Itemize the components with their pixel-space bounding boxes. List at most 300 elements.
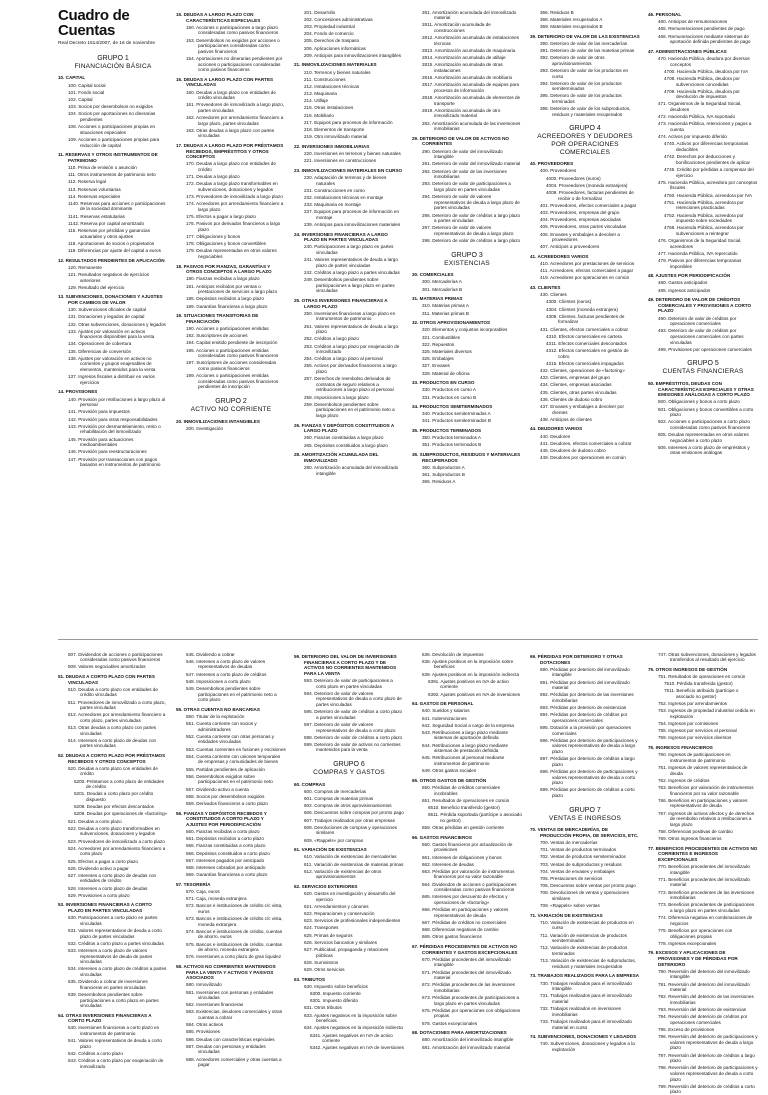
account-entry: 4315. Efectos comerciales impagados: [546, 360, 624, 366]
account-entry: 2819. Amortización acumulada de otro inmovilizado material: [422, 107, 501, 119]
account-entry: 584. Otros activos: [186, 1022, 224, 1028]
account-entry: 799. Reversión del deterioro de créditos a corto plazo: [658, 1083, 755, 1095]
account-entry: 201. Desarrollo: [304, 9, 336, 15]
account-entry: 181. Anticipos recibidos por ventas o prestaciones de servicios a largo plazo: [186, 283, 278, 295]
account-entry: 528. Intereses a corto plazo de deudas: [68, 885, 148, 891]
account-entry: 521. Deudas a corto plazo: [68, 818, 122, 824]
account-entry: 507. Dividendos de acciones o participaciones consideradas como pasivos financieros: [68, 651, 163, 663]
account-entry: 209. Anticipos para inmovilizaciones intangibles: [304, 52, 402, 58]
bottom-band: [58, 640, 758, 1095]
account-entry: 2815. Amortización acumulada de otras instalaciones: [422, 62, 503, 73]
account-entry: 241. Valores representativos de deuda a largo plazo de partes vinculadas: [304, 257, 398, 268]
account-entry: 200. Investigación: [186, 425, 224, 431]
account-entry: 150. Acciones o participaciones a largo plazo consideradas como pasivos financieros: [186, 24, 279, 36]
account-heading: 39. DETERIORO DE VALOR DE LAS EXISTENCIAS: [530, 33, 640, 39]
account-entry: 210. Terrenos y bienes naturales: [304, 69, 371, 75]
account-entry: 365. Residuos A: [422, 479, 456, 485]
account-entry: 104. Socios por aportaciones no dinerarias pendientes: [68, 111, 156, 122]
account-entry: 129. Resultado del ejercicio: [68, 284, 125, 290]
account-entry: 401. Proveedores, efectos comerciales a pagar: [540, 202, 637, 208]
account-entry: 2813. Amortización acumulada de maquinaria: [422, 47, 516, 53]
account-entry: 472. Hacienda Pública, IVA soportado: [658, 114, 736, 120]
account-entry: 520. Deudas a corto plazo con entidades de crédito: [68, 765, 158, 777]
column: [294, 650, 404, 1051]
account-entry: 1140. Reservas para acciones o participaciones de la sociedad dominante: [68, 200, 166, 212]
account-entry: 143. Provisión por desmantelamiento, retiro o rehabilitación del inmovilizado: [68, 423, 161, 435]
column: [58, 8, 168, 639]
account-entry: 178. Obligaciones y bonos convertibles: [186, 241, 266, 247]
account-entry: 265. Depósitos constituidos a largo plazo: [304, 442, 388, 448]
account-entry: 609. «Rappels» por compras: [304, 837, 363, 843]
account-entry: 479. Pasivos por diferencias temporarias imponibles: [658, 258, 742, 269]
account-entry: 485. Ingresos anticipados: [658, 287, 711, 293]
account-entry: 410. Acreedores por prestaciones de servicios: [540, 261, 635, 267]
account-entry: 395. Deterioro de valor de los productos terminados: [540, 93, 622, 105]
account-entry: 205. Derechos de traspaso: [304, 38, 360, 44]
account-heading: 17. DEUDAS A LARGO PLAZO POR PRÉSTAMOS RECIBIDOS, EMPRÉSTITOS Y OTROS CONCEPTOS: [176, 143, 284, 160]
account-entry: 531. Valores representativos de deuda a corto plazo de partes vinculadas: [68, 928, 162, 939]
account-heading: 14. PROVISIONES: [58, 389, 98, 395]
account-entry: 514. Intereses a corto plazo de deudas con partes vinculadas: [68, 737, 157, 749]
account-entry: 258. Imposiciones a largo plazo: [304, 394, 369, 400]
account-entry: 731. Trabajos realizados para el inmovilizado material: [540, 993, 632, 1004]
account-entry: 189. Garantías financieras a largo plazo: [186, 303, 268, 309]
account-entry: 403. Proveedores, empresas del grupo: [540, 209, 620, 215]
account-entry: 621. Arrendamientos y cánones: [304, 903, 369, 909]
account-entry: 446. Deudores de dudoso cobro: [540, 447, 606, 453]
account-entry: 630. Impuesto sobre beneficios: [304, 983, 368, 989]
account-entry: 640. Sueldos y salarios: [422, 708, 470, 714]
account-heading: 15. DEUDAS A LARGO PLAZO CON CARACTERÍSTICAS ESPECIALES: [176, 12, 261, 23]
account-entry: 326. Embalajes: [422, 356, 454, 362]
account-entry: 556. Desembolsos exigidos sobre participaciones en el patrimonio neto: [186, 773, 273, 785]
account-entry: 480. Gastos anticipados: [658, 280, 708, 286]
account-entry: 525. Efectos a pagar a corto plazo: [68, 858, 138, 864]
account-entry: 396. Deterioro de valor de los subproductos, residuos y materiales recuperados: [540, 106, 631, 117]
account-entry: 534. Intereses a corto plazo de créditos a partes vinculadas: [68, 966, 167, 977]
account-entry: 341. Productos semiterminados B: [422, 418, 491, 424]
account-entry: 625. Primas de seguros: [304, 932, 353, 938]
account-heading: 79. EXCESOS Y APLICACIONES DE PROVISIONES Y DE PÉRDIDAS POR DETERIORO: [648, 950, 738, 967]
account-entry: 733. Trabajos realizados para el inmovilizado material en curso: [540, 1018, 632, 1030]
account-entry: 204. Fondo de comercio: [304, 31, 354, 37]
account-entry: 760. Ingresos de participaciones en instrumentos de patrimonio: [658, 752, 731, 763]
account-entry: 5208. Deudas por efectos descontados: [74, 804, 154, 810]
account-entry: 535. Dividendo a cobrar de inversiones financieras en partes vinculadas: [68, 979, 148, 990]
account-entry: 351. Productos terminados B: [422, 442, 482, 448]
account-heading: 70. VENTAS DE MERCADERÍAS, DE PRODUCCIÓN PROPIA, DE SERVICIOS, ETC.: [530, 827, 639, 838]
account-entry: 101. Fondo social: [68, 89, 105, 95]
account-entry: 636. Devolución de impuestos: [422, 651, 484, 657]
account-entry: 110. Prima de emisión o asunción: [68, 164, 137, 170]
account-entry: 214. Utillaje: [304, 98, 329, 104]
account-heading: 68. DOTACIONES PARA AMORTIZACIONES: [412, 1030, 507, 1036]
column: [648, 650, 758, 1095]
group-name: EXISTENCIAS: [444, 259, 490, 267]
account-entry: 6300. Impuesto corriente: [310, 990, 361, 996]
account-entry: 361. Subproductos B: [422, 472, 465, 477]
account-heading: 66. GASTOS FINANCIEROS: [412, 834, 472, 840]
account-heading: 69. PÉRDIDAS POR DETERIORO Y OTRAS DOTACIONES: [530, 654, 623, 665]
account-entry: 493. Deterioro de valor de créditos por operaciones comerciales con partes vinculadas: [658, 328, 744, 345]
account-entry: 623. Servicios de profesionales independientes: [304, 918, 401, 924]
account-entry: 212. Instalaciones técnicas: [304, 83, 360, 89]
account-entry: 400. Proveedores: [540, 168, 577, 174]
account-entry: 612. Variación de existencias de otros aprovisionamientos: [304, 868, 382, 880]
account-entry: 671. Pérdidas procedentes del inmovilizado material: [422, 969, 511, 981]
account-entry: 239. Anticipos para inmovilizaciones materiales: [304, 222, 401, 228]
column: [648, 8, 758, 639]
account-entry: 175. Efectos a pagar a largo plazo: [186, 214, 256, 220]
account-entry: 639. Ajustes positivos en la imposición indirecta: [422, 671, 520, 677]
group-heading: [294, 761, 404, 777]
account-entry: 360. Subproductos A: [422, 464, 465, 470]
account-entry: 281. Amortización acumulada del inmovilizado material: [422, 9, 517, 21]
account-entry: 419. Acreedores por operaciones en común: [540, 275, 630, 281]
account-entry: 638. Ajustes positivos en la imposición sobre beneficios: [422, 658, 514, 670]
account-heading: 54. OTRAS INVERSIONES FINANCIERAS A CORTO PLAZO: [58, 1012, 152, 1024]
account-heading: 40. PROVEEDORES: [530, 161, 574, 167]
account-entry: 321. Combustibles: [422, 334, 461, 340]
account-entry: 295. Deterioro de valor de créditos a largo plazo a partes vinculadas: [422, 212, 521, 224]
account-heading: 20. INMOVILIZACIONES INTANGIBLES: [176, 418, 260, 424]
account-heading: 31. MATERIAS PRIMAS: [412, 296, 463, 302]
account-entry: 6342. Ajustes negativos en IVA de inversiones: [310, 1045, 404, 1051]
account-entry: 431. Clientes, efectos comerciales a cobrar: [540, 326, 629, 332]
account-entry: 293. Deterioro de valor de participaciones a largo plazo en partes vinculadas: [422, 181, 511, 192]
account-entry: 471. Organismos de la Seguridad Social, deudores: [658, 101, 742, 113]
account-heading: 76. INGRESOS FINANCIEROS: [648, 745, 713, 751]
account-entry: 131. Donaciones y legados de capital: [68, 314, 145, 320]
account-heading: 22. INVERSIONES INMOBILIARIAS: [294, 143, 370, 149]
account-entry: 4758. Hacienda Pública, acreedora por subvenciones a reintegrar: [664, 225, 744, 236]
account-entry: 6510. Beneficio transferido (gestor): [428, 804, 500, 810]
account-entry: 773. Beneficios procedentes de participaciones a largo plazo en partes vinculadas: [658, 902, 755, 914]
group-heading: [412, 252, 522, 268]
account-heading: 44. DEUDORES VARIOS: [530, 426, 583, 432]
account-entry: 211. Construcciones: [304, 76, 346, 82]
page-subtitle: Real Decreto 1514/2007, de 16 de noviembre: [58, 41, 156, 46]
account-entry: 290. Deterioro de valor del inmovilizado intangible: [422, 148, 503, 160]
account-entry: 199. Acciones o participaciones emitidas consideradas como pasivos financieros pendientes de inscripción: [186, 373, 279, 390]
account-entry: 547. Intereses a corto plazo de créditos: [186, 671, 267, 677]
account-entry: 793. Reversión del deterioro de existencias: [658, 1007, 747, 1013]
account-heading: 63. TRIBUTOS: [294, 976, 326, 982]
account-entry: 174. Acreedores por arrendamiento financiero a largo plazo: [186, 201, 284, 212]
account-entry: 670. Pérdidas procedentes del inmovilizado intangible: [422, 956, 511, 968]
account-entry: 219. Otro inmovilizado material: [304, 134, 368, 140]
account-entry: 651. Resultados de operaciones en común: [422, 797, 510, 803]
account-entry: 775. Beneficios por operaciones con obligaciones propias: [658, 928, 733, 939]
account-entry: 4700. Hacienda Pública, deudora por IVA: [664, 68, 749, 74]
account-entry: 407. Anticipos a proveedores: [540, 244, 600, 250]
account-entry: 540. Inversiones financieras a corto plazo en instrumentos de patrimonio: [68, 1025, 160, 1037]
account-entry: 103. Socios por desembolsos no exigidos: [68, 104, 153, 110]
account-entry: 291. Deterioro de valor del inmovilizado material: [422, 161, 521, 167]
account-entry: 505. Deudas representadas en otros valores negociables a corto plazo: [658, 432, 749, 443]
account-entry: 294. Deterioro de valor de valores representativos de deuda a largo plazo de partes vinculadas: [422, 194, 520, 211]
account-entry: 230. Adaptación de terrenos y de bienes naturales: [304, 174, 387, 186]
account-entry: 438. Anticipos de clientes: [540, 416, 592, 422]
account-entry: 794. Reversión del deterioro de créditos por operaciones comerciales: [658, 1014, 748, 1025]
account-entry: 140. Provisión por retribuciones a largo plazo al personal: [68, 396, 166, 408]
account-entry: 790. Reversión del deterioro del inmovilizado intangible: [658, 968, 750, 980]
account-entry: 328. Material de oficina: [422, 370, 470, 376]
account-entry: 607. Trabajos realizados por otras empresas: [304, 817, 395, 823]
account-heading: 28. AMORTIZACIÓN ACUMULADA DEL INMOVILIZADO: [294, 452, 379, 463]
account-entry: 666. Pérdidas en participaciones y valores representativos de deuda: [422, 907, 509, 918]
account-entry: 322. Repuestos: [422, 341, 455, 347]
account-entry: 192. Suscriptores de acciones: [186, 333, 248, 339]
account-heading: 29. DETERIORO DE VALOR DE ACTIVOS NO CORRIENTES: [412, 135, 509, 147]
account-entry: 218. Elementos de transporte: [304, 127, 365, 132]
account-entry: 118. Aportaciones de socios o propietarios: [68, 240, 155, 246]
account-entry: 751. Resultados de operaciones en común: [658, 673, 746, 679]
account-entry: 512. Acreedores por arrendamiento financiero a corto plazo, partes vinculadas: [68, 712, 166, 723]
account-heading: 30. COMERCIALES: [412, 272, 454, 278]
column: [176, 650, 286, 1068]
group-heading: [530, 807, 640, 823]
account-entry: 610. Variación de existencias de mercaderías: [304, 854, 397, 860]
column: [294, 8, 404, 639]
account-entry: 665. Intereses por descuento de efectos y operaciones de «factoring»: [422, 894, 508, 906]
account-entry: 732. Trabajos realizados en inversiones inmobiliarias: [540, 1006, 621, 1017]
account-entry: 680. Amortización del inmovilizado intangible: [422, 1037, 514, 1043]
account-entry: 501. Obligaciones y bonos convertibles a corto plazo: [658, 406, 754, 418]
account-entry: 7511. Beneficio atribuido (partícipe o asociado no gestor): [664, 688, 739, 699]
account-entry: 620. Gastos en investigación y desarrollo del ejercicio: [304, 891, 396, 902]
account-entry: 473. Hacienda Pública, retenciones y pagos a cuenta: [658, 121, 752, 133]
account-entry: 197. Suscriptores de acciones consideradas como pasivos financieros: [186, 360, 277, 371]
account-entry: 558. Socios por desembolsos exigidos: [186, 793, 265, 799]
account-entry: 594. Deterioro de valor de valores representativos de deuda a corto plazo de partes vinculadas: [304, 690, 402, 707]
account-entry: 475. Hacienda Pública, acreedora por conceptos fiscales: [658, 179, 758, 191]
column: [58, 650, 168, 1069]
account-entry: 297. Deterioro de valor de valores representativos de deuda a largo plazo: [422, 225, 514, 236]
account-heading: 26. FIANZAS Y DEPÓSITOS CONSTITUIDOS A LARGO PLAZO: [294, 422, 394, 434]
account-heading: 59. DETERIORO DEL VALOR DE INVERSIONES FINANCIERAS A CORTO PLAZO Y DE ACTIVOS NO CORRIENTES MANTENIDOS PARA LA VENTA: [294, 654, 397, 676]
account-entry: 542. Créditos a corto plazo: [68, 1051, 123, 1057]
account-entry: 411. Acreedores, efectos comerciales a pagar: [540, 268, 634, 274]
account-entry: 713. Variación de existencias de subproductos, residuos y materiales recuperados: [540, 958, 636, 969]
account-entry: 598. Deterioro de valor de créditos a corto plazo: [304, 734, 403, 740]
account-entry: 7510. Pérdida transferida (gestor): [664, 681, 733, 687]
account-entry: 434. Clientes, empresas asociadas: [540, 382, 612, 388]
account-heading: 10. CAPITAL: [58, 75, 86, 81]
account-entry: 249. Desembolsos pendientes sobre participaciones a largo plazo en partes vinculadas: [304, 277, 395, 294]
account-entry: 142. Provisión para otras responsabilidades: [68, 416, 158, 422]
account-entry: 390. Deterioro de valor de las mercaderías: [540, 40, 628, 46]
account-entry: 597. Deterioro de valor de valores representativos de deuda a corto plazo: [304, 721, 396, 733]
account-entry: 4310. Efectos comerciales en cartera: [546, 333, 622, 339]
account-entry: 576. Inversiones a corto plazo de gran liquidez: [186, 954, 281, 960]
account-entry: 663. Pérdidas por valoración de instrumentos financieros por su valor razonable: [422, 868, 515, 880]
account-entry: 392. Deterioro de valor de otros aprovisionamientos: [540, 55, 605, 66]
account-entry: 629. Otros servicios: [304, 967, 345, 972]
account-entry: 762. Ingresos de créditos: [658, 777, 710, 783]
page-title: Cuadro de Cuentas: [58, 7, 130, 39]
account-entry: 449. Deudores por operaciones en común: [540, 455, 626, 461]
account-entry: 691. Pérdidas por deterioro del inmovilizado material: [540, 679, 630, 691]
account-entry: 180. Fianzas recibidas a largo plazo: [186, 276, 260, 282]
account-entry: 2812. Amortización acumulada de instalaciones técnicas: [422, 35, 520, 46]
account-entry: 565. Fianzas constituidas a corto plazo: [186, 843, 266, 849]
account-entry: 792. Reversión del deterioro de las inversiones inmobiliarias: [658, 994, 754, 1005]
account-entry: 220. Inversiones en terrenos y bienes naturales: [304, 150, 401, 156]
account-entry: 545. Dividendo a cobrar: [186, 651, 235, 657]
account-entry: 325. Materiales diversos: [422, 348, 472, 354]
account-entry: 627. Publicidad, propaganda y relaciones públicas: [304, 947, 389, 958]
account-entry: 300. Mercaderías A: [422, 279, 462, 285]
account-entry: 690. Pérdidas por deterioro del inmovilizado intangible: [540, 666, 630, 678]
account-entry: 179. Deudas representadas en otros valores negociables: [186, 248, 277, 260]
account-entry: 113. Reservas voluntarias: [68, 186, 121, 192]
account-entry: 292. Deterioro de valor de las inversiones inmobiliarias: [422, 168, 507, 180]
account-entry: 500. Obligaciones y bonos a corto plazo: [658, 399, 740, 405]
group-number: GRUPO 5: [687, 360, 719, 368]
account-entry: 213. Maquinaria: [304, 91, 337, 97]
account-entry: 626. Servicios bancarios y similares: [304, 939, 378, 945]
account-entry: 797. Reversión del deterioro de créditos a largo plazo: [658, 1052, 755, 1064]
account-entry: 730. Trabajos realizados para el inmovilizado intangible: [540, 980, 632, 992]
account-entry: 642. Seguridad Social a cargo de la empresa: [422, 722, 514, 728]
account-entry: 4742. Derechos por deducciones y bonificaciones pendientes de aplicar: [664, 154, 751, 165]
account-entry: 582. Inversiones financieras: [186, 1002, 244, 1008]
account-heading: 16. DEUDAS A LARGO PLAZO CON PARTES VINCULADAS: [176, 76, 274, 88]
account-entry: 430. Clientes: [540, 292, 567, 298]
account-entry: 4309. Clientes, facturas pendientes de formalizar: [546, 313, 625, 325]
account-entry: 2816. Amortización acumulada de mobiliario: [422, 75, 513, 81]
account-entry: 740. Subvenciones, donaciones y legados a la explotación: [540, 1041, 635, 1052]
account-entry: 711. Variación de existencias de productos semiterminados: [540, 932, 627, 944]
account-entry: 660. Gastos financieros por actualización de provisiones: [422, 841, 513, 853]
account-heading: 67. PÉRDIDAS PROCEDENTES DE ACTIVOS NO CORRIENTES Y GASTOS EXCEPCIONALES: [412, 943, 518, 955]
account-entry: 282. Amortización acumulada de las inversiones inmobiliarias: [422, 120, 521, 132]
account-entry: 778. Ingresos excepcionales: [658, 940, 717, 946]
account-heading: 32. OTROS APROVISIONAMIENTOS: [412, 320, 491, 326]
account-entry: 566. Depósitos constituidos a corto plazo: [186, 850, 270, 856]
account-entry: 298. Deterioro de valor de créditos a largo plazo: [422, 238, 521, 244]
account-entry: 327. Envases: [422, 363, 450, 369]
account-entry: 543. Créditos a corto plazo por enajenación de inmovilizado: [68, 1058, 164, 1069]
account-entry: 141. Provisión para impuestos: [68, 409, 130, 415]
account-entry: 659. Otras pérdidas en gestión corriente: [422, 824, 504, 830]
account-entry: 645. Retribuciones al personal mediante instrumentos de patrimonio: [422, 755, 505, 767]
account-entry: 331. Productos en curso B: [422, 394, 477, 400]
account-entry: 554. Cuenta corriente con uniones temporales de empresas y comunidades de bienes: [186, 753, 281, 765]
account-entry: 771. Beneficios procedentes del inmovilizado material: [658, 876, 750, 888]
account-entry: 4304. Clientes (moneda extranjera): [546, 306, 619, 312]
account-heading: 73. TRABAJOS REALIZADOS PARA LA EMPRESA: [530, 973, 640, 979]
account-entry: 561. Depósitos recibidos a corto plazo: [186, 836, 264, 842]
account-entry: 5201. Deudas a corto plazo por crédito dispuesto: [74, 791, 154, 802]
account-heading: 24. INVERSIONES FINANCIERAS A LARGO PLAZO EN PARTES VINCULADAS: [294, 231, 388, 243]
account-heading: 25. OTRAS INVERSIONES FINANCIERAS A LARGO PLAZO: [294, 297, 388, 309]
account-entry: 132. Otras subvenciones, donaciones y legados: [68, 321, 166, 327]
account-heading: 46. PERSONAL: [648, 12, 682, 17]
account-entry: 435. Clientes, otras partes vinculadas: [540, 389, 617, 395]
account-entry: 599. Deterioro de valor de activos no corrientes mantenidos para la venta: [304, 741, 401, 753]
group-number: GRUPO 3: [451, 251, 483, 259]
account-entry: 404. Proveedores, empresas asociadas: [540, 217, 621, 223]
account-entry: 530. Participaciones a corto plazo en partes vinculadas: [68, 915, 158, 926]
account-heading: 12. RESULTADOS PENDIENTES DE APLICACIÓN: [58, 257, 165, 263]
account-entry: 109. Acciones o participaciones propias para reducción de capital: [68, 136, 160, 148]
account-entry: 699. Pérdidas por deterioro de créditos a corto plazo: [540, 787, 635, 798]
account-entry: 595. Deterioro de valor de créditos a corto plazo a partes vinculadas: [304, 709, 403, 720]
account-entry: 368. Materiales recuperados A: [540, 16, 603, 22]
account-entry: 153. Desembolsos no exigidos por acciones o participaciones consideradas como pasivos financieros: [186, 37, 280, 54]
account-entry: 573. Bancos e instituciones de crédito c/c vista, moneda extranjera: [186, 916, 283, 927]
account-entry: 330. Productos en curso A: [422, 387, 476, 393]
account-entry: 490. Deterioro de valor de créditos por operaciones comerciales: [658, 315, 737, 327]
account-entry: 6392. Ajustes positivos en IVA de inversiones: [428, 691, 521, 697]
account-entry: 4750. Hacienda Pública, acreedora por IVA: [664, 192, 753, 198]
account-entry: 6341. Ajustes negativos en IVA de activo corriente: [310, 1032, 393, 1044]
group-number: GRUPO 2: [215, 397, 247, 405]
account-entry: 215. Otras instalaciones: [304, 105, 354, 111]
account-heading: 75. OTROS INGRESOS DE GESTIÓN: [648, 666, 728, 672]
account-heading: 18. PASIVOS POR FIANZAS, GARANTÍAS Y OTROS CONCEPTOS A LARGO PLAZO: [176, 263, 272, 275]
account-heading: 57. TESORERÍA: [176, 881, 211, 887]
account-entry: 206. Aplicaciones informáticas: [304, 45, 366, 51]
account-entry: 701. Ventas de productos terminados: [540, 847, 617, 853]
group-number: GRUPO 4: [569, 125, 601, 133]
account-entry: 622. Reparaciones y conservación: [304, 911, 375, 917]
account-entry: 704. Ventas de envases y embalajes: [540, 868, 615, 874]
account-entry: 4009. Proveedores, facturas pendientes de recibir o de formalizar: [546, 189, 634, 201]
account-entry: 532. Créditos a corto plazo a partes vinculadas: [68, 940, 164, 946]
account-entry: 753. Ingresos de propiedad industrial cedida en explotación: [658, 708, 755, 719]
account-entry: 667. Pérdidas de créditos no comerciales: [422, 920, 507, 925]
account-entry: 405. Proveedores, otras partes vinculadas: [540, 224, 627, 230]
account-entry: 581. Inversiones con personas y entidades vinculadas: [186, 989, 274, 1001]
account-heading: 77. BENEFICIOS PROCEDENTES DE ACTIVOS NO CORRIENTES E INGRESOS EXCEPCIONALES: [648, 845, 758, 862]
account-entry: 524. Acreedores por arrendamiento financiero a corto plazo: [68, 845, 166, 857]
account-entry: 4708. Hacienda Pública, deudora por subvenciones concedidas: [664, 75, 740, 87]
account-entry: 4709. Hacienda Pública, deudora por devolución de impuestos: [664, 88, 740, 100]
account-entry: 145. Provisión para actuaciones medioambientales: [68, 436, 134, 448]
account-entry: 114. Reservas especiales: [68, 193, 121, 199]
account-entry: 510. Deudas a corto plazo con entidades de crédito vinculadas: [68, 686, 158, 698]
account-entry: 470. Hacienda Pública, deudora por diversos conceptos: [658, 55, 750, 67]
account-heading: 62. SERVICIOS EXTERIORES: [294, 883, 358, 889]
account-entry: 774. Diferencia negativa en combinaciones de negocios: [658, 915, 753, 926]
account-entry: 301. Mercaderías B: [422, 286, 463, 292]
account-entry: 527. Intereses a corto plazo de deudas con entidades de crédito: [68, 872, 157, 884]
account-heading: 48. AJUSTES POR PERIODIFICACIÓN: [648, 273, 731, 279]
account-entry: 4752. Hacienda Pública, acreedora por impuesto sobre sociedades: [664, 212, 744, 224]
account-entry: 557. Dividendo activo a cuenta: [186, 786, 249, 792]
account-entry: 700. Ventas de mercaderías: [540, 840, 598, 845]
account-entry: 770. Beneficios procedentes del inmovilizado intangible: [658, 864, 750, 875]
account-heading: 43. CLIENTES: [530, 285, 561, 291]
column: [530, 8, 640, 639]
account-entry: 692. Pérdidas por deterioro de las inversiones inmobiliarias: [540, 692, 634, 703]
account-entry: 709. «Rappels» sobre ventas: [540, 903, 600, 909]
column: [412, 8, 522, 639]
account-heading: 23. INMOVILIZACIONES MATERIALES EN CURSO: [294, 167, 403, 173]
account-heading: 33. PRODUCTOS EN CURSO: [412, 380, 475, 386]
account-entry: 4745. Crédito por pérdidas a compensar del ejercicio: [664, 166, 754, 178]
account-entry: 754. Ingresos por comisiones: [658, 721, 719, 727]
account-heading: 60. COMPRAS: [294, 781, 326, 787]
account-entry: 601. Compras de materias primas: [304, 796, 374, 802]
account-entry: 172. Deudas a largo plazo transformables en subvenciones, donaciones y legados: [186, 181, 278, 192]
group-heading: [176, 398, 286, 414]
account-entry: 759. Ingresos por servicios diversos: [658, 735, 732, 741]
account-entry: 669. Otros gastos financieros: [422, 934, 482, 940]
